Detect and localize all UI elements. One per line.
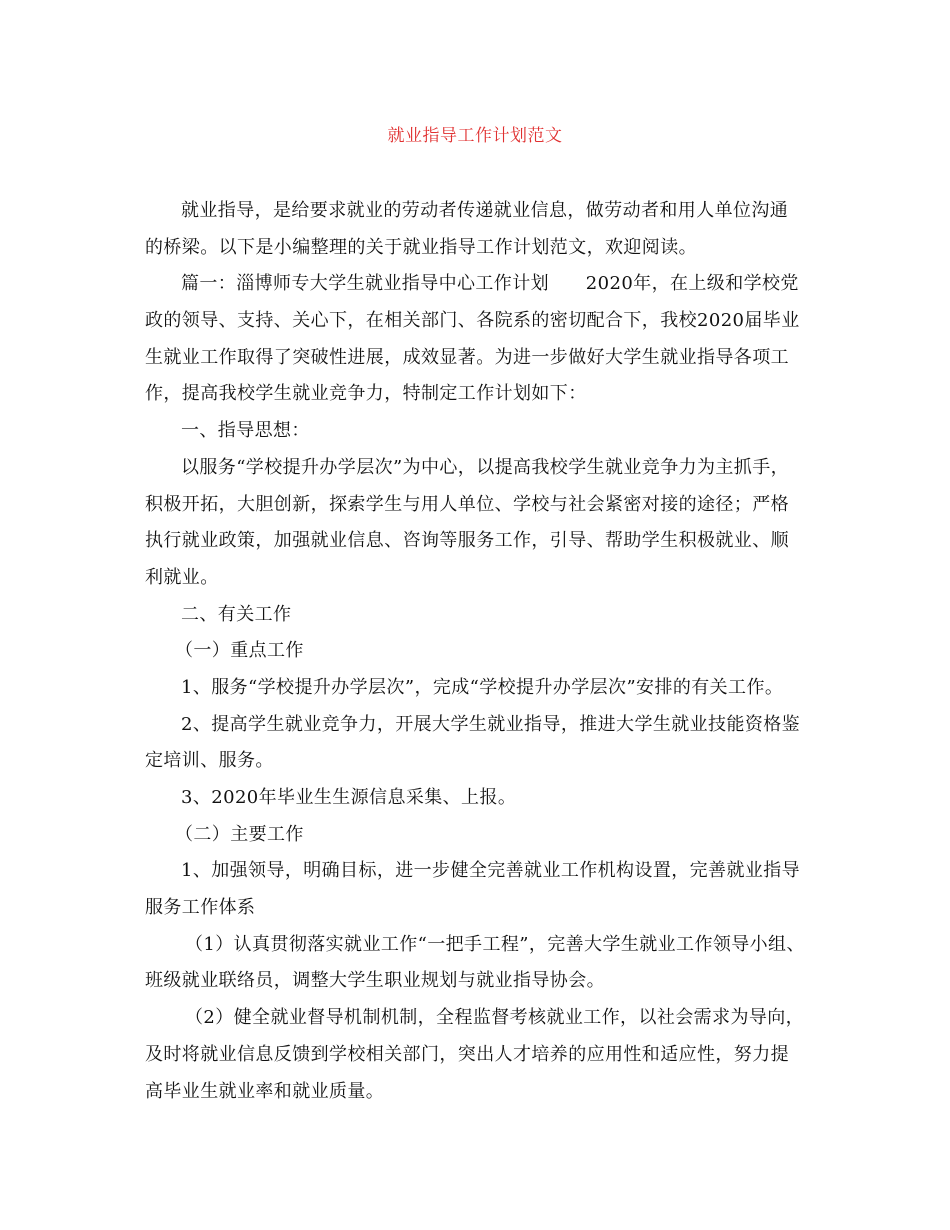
list-item: 3、2020年毕业生生源信息采集、上报。 bbox=[181, 787, 517, 808]
section-heading: 二、有关工作 bbox=[181, 603, 292, 625]
list-item: （1）认真贯彻落实就业工作“一把手工程”，完善大学生就业工作领导小组、 bbox=[185, 933, 805, 955]
section-heading: 一、指导思想： bbox=[181, 420, 310, 442]
paragraph-line: 班级就业联络员，调整大学生职业规划与就业指导协会。 bbox=[145, 970, 605, 992]
list-item: 2、提高学生就业竞争力，开展大学生就业指导，推进大学生就业技能资格鉴 bbox=[181, 713, 801, 735]
paragraph-line: 高毕业生就业率和就业质量。 bbox=[145, 1080, 385, 1102]
paragraph-line: 利就业。 bbox=[145, 566, 219, 588]
paragraph-line: 以服务“学校提升办学层次”为中心，以提高我校学生就业竞争力为主抓手， bbox=[181, 456, 790, 478]
subsection-heading: （二）主要工作 bbox=[175, 823, 304, 845]
subsection-heading: （一）重点工作 bbox=[175, 640, 304, 662]
document-title: 就业指导工作计划范文 bbox=[387, 126, 563, 146]
paragraph-line: 的桥梁。以下是小编整理的关于就业指导工作计划范文，欢迎阅读。 bbox=[145, 236, 697, 258]
document-body bbox=[145, 193, 810, 1110]
list-item: 1、加强领导，明确目标，进一步健全完善就业工作机构设置，完善就业指导 bbox=[181, 860, 801, 882]
paragraph-line: 积极开拓，大胆创新，探索学生与用人单位、学校与社会紧密对接的途径；严格 bbox=[145, 493, 789, 515]
paragraph-line: 及时将就业信息反馈到学校相关部门，突出人才培养的应用性和适应性，努力提 bbox=[145, 1043, 789, 1065]
paragraph-line: 作，提高我校学生就业竞争力，特制定工作计划如下： bbox=[145, 383, 587, 405]
list-item: 1、服务“学校提升办学层次”，完成“学校提升办学层次”安排的有关工作。 bbox=[181, 676, 784, 698]
paragraph-line: 服务工作体系 bbox=[145, 897, 256, 919]
paragraph-line: 生就业工作取得了突破性进展，成效显著。为进一步做好大学生就业指导各项工 bbox=[145, 346, 789, 368]
paragraph-line: 政的领导、支持、关心下，在相关部门、各院系的密切配合下，我校2020届毕业 bbox=[145, 310, 800, 332]
paragraph-line: 定培训、服务。 bbox=[145, 750, 274, 772]
paragraph-line: 就业指导，是给要求就业的劳动者传递就业信息，做劳动者和用人单位沟通 bbox=[181, 200, 789, 221]
paragraph-line: 篇一：淄博师专大学生就业指导中心工作计划 2020年，在上级和学校党 bbox=[181, 273, 799, 295]
paragraph-line: 执行就业政策，加强就业信息、咨询等服务工作，引导、帮助学生积极就业、顺 bbox=[145, 530, 789, 552]
list-item: （2）健全就业督导机制机制，全程监督考核就业工作，以社会需求为导向， bbox=[185, 1007, 805, 1029]
